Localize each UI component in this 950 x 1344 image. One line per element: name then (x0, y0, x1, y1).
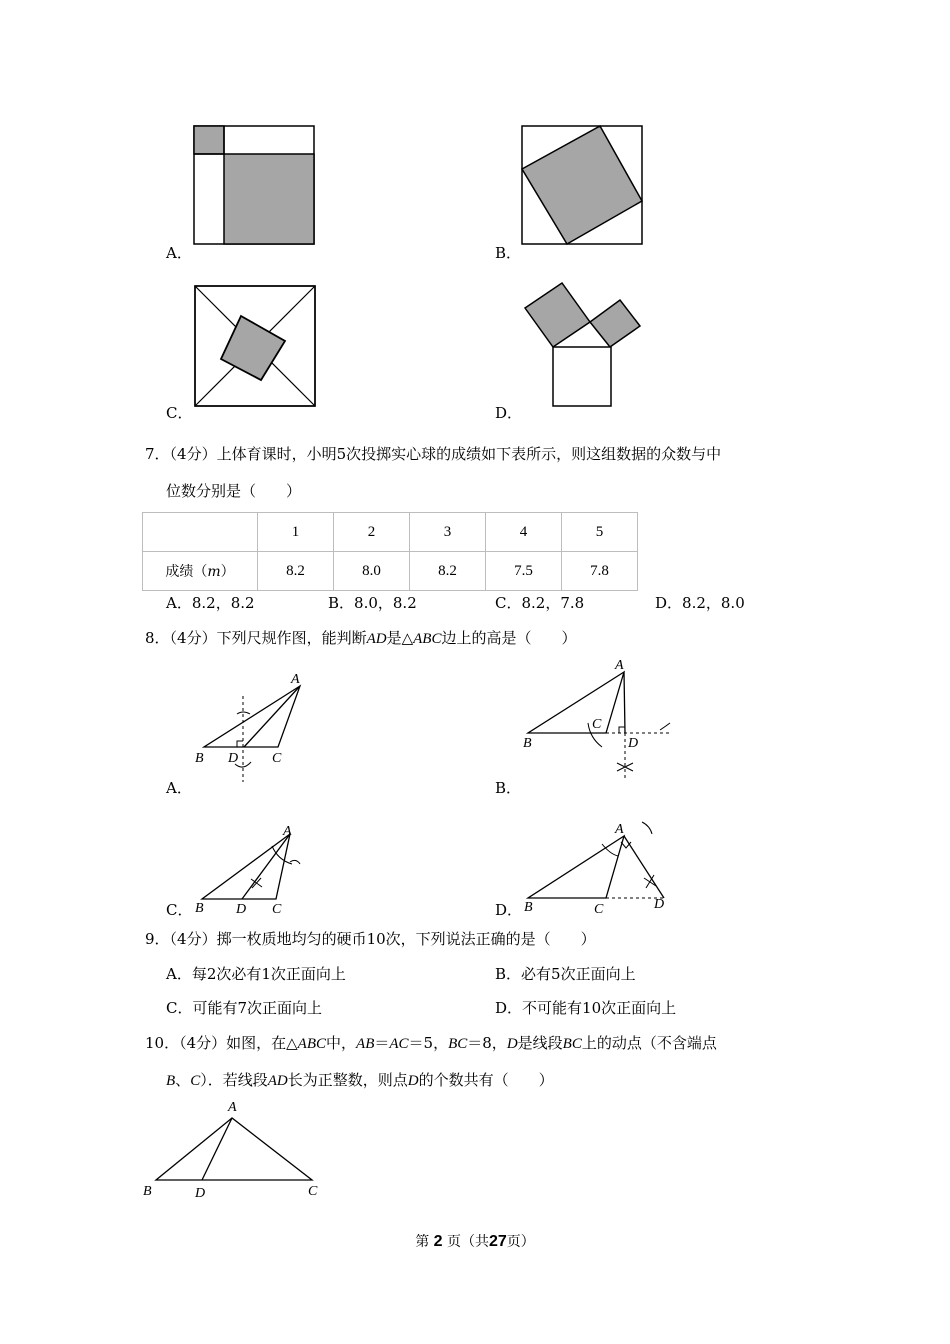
table-header-cell: 4 (486, 513, 562, 552)
q6-figure-b (520, 124, 644, 246)
q8-stem: 8．（4分）下列尺规作图，能判断AD是△ABC边上的高是（ ） (145, 629, 577, 647)
q9-option-d: D．不可能有10次正面向上 (495, 999, 677, 1017)
q8-figure-d (520, 818, 670, 913)
table-header-cell: 2 (334, 513, 410, 552)
q7-option-b: B．8.0，8.2 (328, 594, 417, 612)
q7-stem-line2: 位数分别是（ ） (166, 482, 302, 500)
table-header-cell (143, 513, 258, 552)
q7-score-table (142, 512, 638, 591)
page-number: 2 (433, 1233, 443, 1250)
table-header-cell: 5 (562, 513, 638, 552)
q8d-label-c: C (594, 902, 604, 917)
q8d-label-b: B (524, 900, 533, 915)
q10-label-b: B (143, 1184, 152, 1199)
q8-option-c-label: C． (166, 901, 193, 919)
q10-figure (150, 1112, 320, 1187)
q10-label-c: C (308, 1184, 318, 1199)
q8-figure-a (190, 670, 320, 785)
q9-stem: 9．（4分）掷一枚质地均匀的硬币10次，下列说法正确的是（ ） (145, 930, 596, 948)
q8c-label-c: C (272, 902, 282, 917)
q8b-label-a: A (615, 658, 624, 673)
table-header-cell: 1 (258, 513, 334, 552)
q6-figure-d (522, 280, 644, 410)
q8b-label-d: D (628, 736, 639, 751)
q8-option-a-label: A． (166, 779, 192, 797)
q6-figure-a (192, 124, 316, 246)
q10-stem-line2: B、C）．若线段AD长为正整数，则点D的个数共有（ ） (166, 1071, 554, 1089)
q8a-label-a: A (291, 672, 300, 687)
table-cell: 8.0 (334, 552, 410, 591)
page-total: 27 (489, 1233, 507, 1250)
q10-label-a: A (228, 1100, 237, 1115)
q8-figure-c (190, 820, 315, 910)
q9-option-a: A．每2次必有1次正面向上 (166, 965, 346, 983)
q8d-label-d: D (654, 897, 665, 912)
q8a-label-b: B (195, 751, 204, 766)
q10-label-d: D (195, 1186, 206, 1201)
q8b-label-c: C (592, 717, 602, 732)
q6-option-c-label: C． (166, 404, 193, 422)
q10-stem-line1: 10．（4分）如图，在△ABC中，AB＝AC＝5，BC＝8，D是线段BC上的动点（不含端点 (145, 1034, 717, 1052)
table-row (143, 552, 638, 591)
table-cell: 8.2 (258, 552, 334, 591)
q8c-label-d: D (236, 902, 247, 917)
table-cell: 8.2 (410, 552, 486, 591)
table-cell: 7.5 (486, 552, 562, 591)
table-row (143, 513, 638, 552)
q7-option-a: A．8.2，8.2 (166, 594, 255, 612)
q8c-label-a: A (283, 824, 292, 839)
q9-option-b: B．必有5次正面向上 (495, 965, 636, 983)
q6-option-a-label: A． (166, 244, 192, 262)
q8d-label-a: A (615, 822, 624, 837)
q7-option-c: C．8.2，7.8 (495, 594, 585, 612)
q8c-label-b: B (195, 901, 204, 916)
q8a-label-d: D (228, 751, 239, 766)
q8a-label-c: C (272, 751, 282, 766)
q8-option-b-label: B． (495, 779, 522, 797)
q7-stem-line1: 7．（4分）上体育课时，小明5次投掷实心球的成绩如下表所示，则这组数据的众数与中 (145, 445, 722, 463)
q8-option-d-label: D． (495, 901, 523, 919)
table-row-label: 成绩（m） (143, 552, 258, 591)
q6-figure-c (193, 284, 317, 408)
q7-option-d: D．8.2，8.0 (655, 594, 745, 612)
q8b-label-b: B (523, 736, 532, 751)
page-footer: 第 2 页（共27页） (415, 1233, 535, 1250)
q6-option-b-label: B． (495, 244, 522, 262)
q9-option-c: C．可能有7次正面向上 (166, 999, 323, 1017)
q6-option-d-label: D． (495, 404, 523, 422)
table-header-cell: 3 (410, 513, 486, 552)
table-cell: 7.8 (562, 552, 638, 591)
